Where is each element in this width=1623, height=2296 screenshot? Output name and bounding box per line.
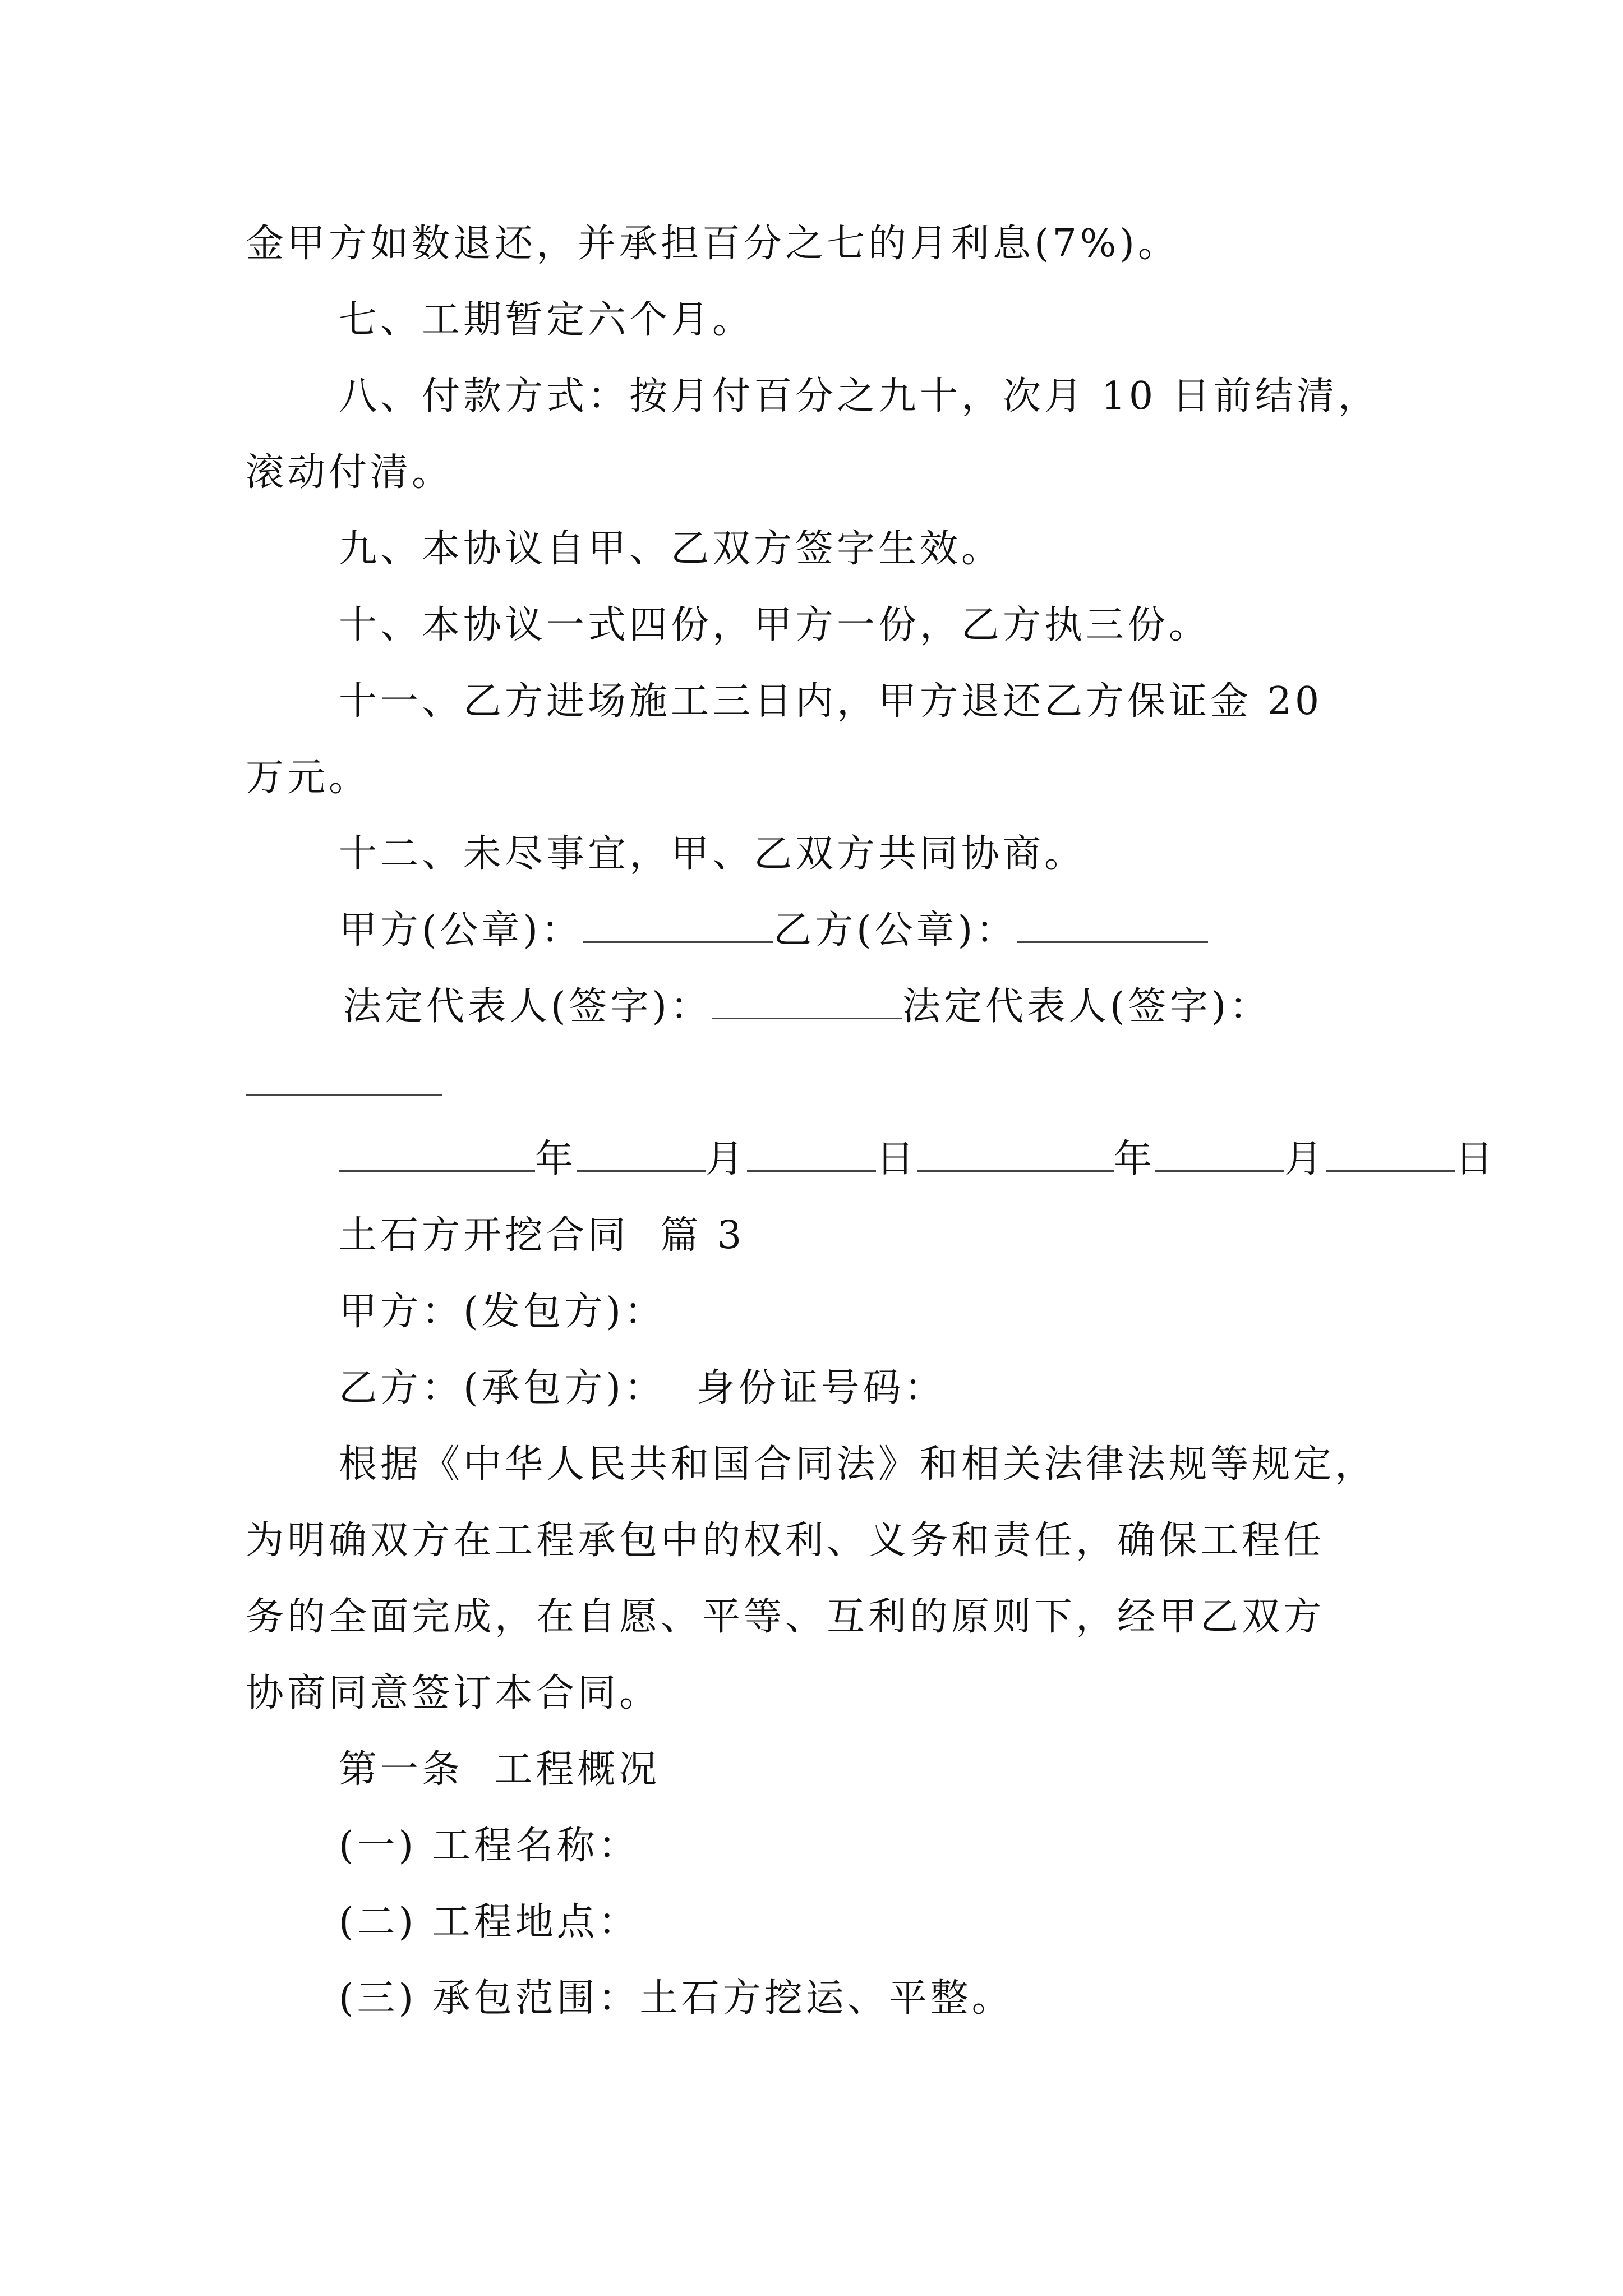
intro-line: 为明确双方在工程承包中的权利、义务和责任，确保工程任 xyxy=(246,1519,1325,1563)
day-b-label: 日 xyxy=(1455,1137,1497,1181)
day-a-label: 日 xyxy=(876,1137,918,1181)
year-a-label: 年 xyxy=(535,1137,577,1181)
month-b-label: 月 xyxy=(1284,1137,1326,1181)
project-location-item: (二) 工程地点： xyxy=(339,1900,640,1944)
year-a-blank xyxy=(339,1135,535,1172)
intro-line: 务的全面完成，在自愿、平等、互利的原则下，经甲乙双方 xyxy=(246,1595,1325,1639)
clause-11-continued: 万元。 xyxy=(246,756,371,800)
party-a-line: 甲方：(发包方)： xyxy=(339,1290,666,1334)
clause-8: 八、付款方式：按月付百分之九十，次月 10 日前结清， xyxy=(339,374,1380,418)
paragraph-line: 金甲方如数退还，并承担百分之七的月利息(7%)。 xyxy=(246,222,1179,266)
party-b-label: 乙方：(承包方)： xyxy=(339,1366,666,1410)
clause-7: 七、工期暂定六个月。 xyxy=(339,298,754,342)
month-a-label: 月 xyxy=(706,1137,748,1181)
clause-10: 十、本协议一式四份，甲方一份，乙方执三份。 xyxy=(339,603,1211,647)
intro-line: 协商同意签订本合同。 xyxy=(246,1671,661,1715)
clause-9: 九、本协议自甲、乙双方签字生效。 xyxy=(339,527,1003,571)
year-b-label: 年 xyxy=(1114,1137,1156,1181)
party-b-seal-blank xyxy=(1017,907,1208,943)
party-b-seal-label: 乙方(公章)： xyxy=(773,908,1018,953)
rep-a-label: 法定代表人(签字)： xyxy=(343,984,712,1029)
party-a-seal-blank xyxy=(583,907,773,943)
id-number-label: 身份证号码： xyxy=(697,1366,946,1410)
clause-8-continued: 滚动付清。 xyxy=(246,450,454,495)
seal-line xyxy=(339,905,1208,956)
clause-11: 十一、乙方进场施工三日内，甲方退还乙方保证金 20 xyxy=(339,679,1323,724)
rep-b-label: 法定代表人(签字)： xyxy=(902,984,1271,1029)
contract-scope-item: (三) 承包范围：土石方挖运、平整。 xyxy=(339,1976,1013,2021)
clause-12: 十二、未尽事宜，甲、乙双方共同协商。 xyxy=(339,832,1086,876)
party-a-seal-label: 甲方(公章)： xyxy=(339,908,583,953)
day-b-blank xyxy=(1326,1135,1455,1172)
article-1-heading: 第一条 工程概况 xyxy=(339,1747,661,1792)
rep-b-blank xyxy=(246,1059,442,1096)
project-name-item: (一) 工程名称： xyxy=(339,1824,640,1868)
day-a-blank xyxy=(747,1135,876,1172)
date-line xyxy=(339,1134,1496,1185)
rep-a-blank xyxy=(712,983,902,1019)
rep-b-blank-line xyxy=(246,1058,442,1108)
intro-line: 根据《中华人民共和国合同法》和相关法律法规等规定， xyxy=(339,1442,1377,1487)
representative-line xyxy=(343,982,1271,1032)
party-b-line xyxy=(339,1363,946,1414)
month-a-blank xyxy=(577,1135,706,1172)
month-b-blank xyxy=(1155,1135,1284,1172)
year-b-blank xyxy=(917,1135,1114,1172)
section-title: 土石方开挖合同 篇 3 xyxy=(339,1213,745,1258)
